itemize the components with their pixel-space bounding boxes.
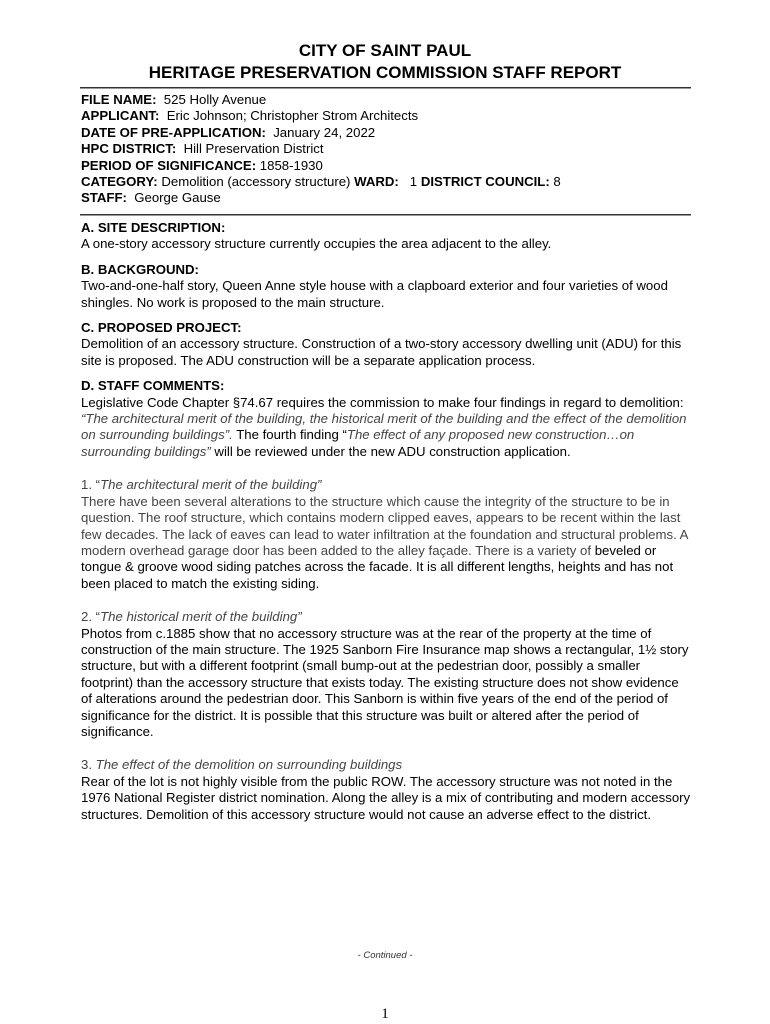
meta-period [81, 158, 691, 174]
meta-label: FILE NAME: [81, 92, 157, 107]
finding-title-text: The effect of the demolition on surrounding buildings [95, 757, 403, 773]
continued-note: - Continued - [357, 950, 413, 961]
intro-text: will be reviewed under the new ADU construction application. [210, 443, 571, 459]
meta-category [81, 174, 691, 190]
meta-label: CATEGORY: [81, 174, 158, 190]
meta-applicant [81, 108, 691, 124]
finding-title-text: The historical merit of the building” [100, 609, 302, 625]
report-title-commission: HERITAGE PRESERVATION COMMISSION STAFF REPORT [148, 63, 622, 82]
finding-historical-merit [81, 609, 693, 740]
finding-demolition-effect [81, 757, 693, 823]
section-site-description [81, 220, 693, 253]
meta-value: Eric Johnson; Christopher Strom Architects [166, 108, 419, 124]
meta-value: 1 [409, 174, 418, 190]
meta-value: 1858-1930 [259, 157, 323, 173]
section-proposed-project [81, 320, 693, 369]
section-text: Two-and-one-half story, Queen Anne style house with a clapboard exterior and four varieties of wood shingles. No work is proposed to the main structure. [81, 278, 668, 310]
section-heading: B. BACKGROUND: [81, 261, 199, 277]
header-divider [80, 87, 691, 89]
intro-quote: The effect of any proposed new construction…on surrounding buildings” [81, 427, 635, 459]
meta-value: 8 [553, 174, 561, 190]
section-text [81, 395, 693, 461]
report-body [81, 220, 693, 832]
finding-text: Rear of the lot is not highly visible from the public ROW. The accessory structure was not noted in the 1976 National Register district nomination. Along the alley is a mix of contributing and modern accessory structures. Demolition of this accessory structure would not cause an adverse effect to the district. [81, 773, 691, 822]
finding-title [81, 477, 693, 493]
finding-text [81, 494, 693, 592]
meta-value: January 24, 2022 [273, 124, 376, 140]
report-metadata [81, 92, 691, 207]
meta-label: HPC DISTRICT: [81, 141, 177, 157]
intro-quote: “The architectural merit of the building, the historical merit of the building and the effect of the demolition on surrounding buildings”. [81, 411, 687, 443]
metadata-divider [80, 214, 691, 216]
report-title-city: CITY OF SAINT PAUL [298, 41, 472, 60]
meta-date [81, 125, 691, 141]
meta-value: Demolition (accessory structure) [161, 174, 351, 190]
section-heading: A. SITE DESCRIPTION: [81, 220, 226, 235]
finding-text-gray: There have been several alterations to the structure which cause the integrity of the structure to be in question. The roof structure, which contains modern clipped eaves, appears to be recent within the last few decades. The lack of eaves can lead to water infiltration at the foundation and structural problems. A modern overhead garage door has been added to the alley façade. There is a variety of [81, 493, 688, 558]
meta-value: George Gause [134, 190, 221, 206]
finding-architectural-merit [81, 477, 693, 592]
finding-text: Photos from c.1885 show that no accessory structure was at the rear of the property at the time of construction of the main structure. The 1925 Sanborn Fire Insurance map shows a rectangular, 1½ story structure, but with a different footprint (small bump-out at the pedestrian door, possibly a smaller footprint) than the accessory structure that exists today. The existing structure does not show evidence of alterations around the pedestrian door. This Sanborn is within five years of the end of the period of significance for the district. It is possible that this structure was built or altered after the period of significance. [81, 625, 689, 739]
meta-value: 525 Holly Avenue [163, 92, 267, 107]
section-heading: D. STAFF COMMENTS: [81, 378, 225, 394]
section-background [81, 262, 693, 311]
finding-number: 1. “ [81, 477, 101, 493]
section-text: A one-story accessory structure currently occupies the area adjacent to the alley. [81, 236, 552, 252]
meta-label: DISTRICT COUNCIL: [420, 174, 550, 190]
meta-value: Hill Preservation District [183, 141, 324, 157]
finding-title [81, 757, 693, 773]
finding-text-black: beveled or tongue & groove wood siding patches across the facade. It is all different lengths, heights and has not been placed to match the existing siding. [81, 542, 674, 591]
page-number: 1 [381, 1006, 389, 1022]
finding-number: 2. “ [81, 609, 101, 625]
meta-label: WARD: [354, 174, 399, 190]
meta-label: APPLICANT: [81, 108, 160, 124]
meta-staff [81, 190, 691, 206]
section-heading: C. PROPOSED PROJECT: [81, 320, 242, 336]
meta-file-name [81, 92, 691, 108]
section-staff-comments [81, 378, 693, 460]
intro-text: The fourth finding “ [232, 427, 347, 443]
intro-text: Legislative Code Chapter §74.67 requires the commission to make four findings in regard to demolition: [81, 394, 684, 410]
meta-label: PERIOD OF SIGNIFICANCE: [81, 157, 257, 173]
finding-title-text: The architectural merit of the building” [100, 477, 322, 493]
meta-label: STAFF: [81, 190, 127, 206]
finding-title [81, 609, 693, 625]
section-text: Demolition of an accessory structure. Construction of a two-story accessory dwelling unit (ADU) for this site is proposed. The ADU construction will be a separate application process. [81, 336, 682, 368]
finding-number: 3. [81, 757, 96, 773]
meta-label: DATE OF PRE-APPLICATION: [81, 124, 266, 140]
meta-hpc-district [81, 141, 691, 157]
